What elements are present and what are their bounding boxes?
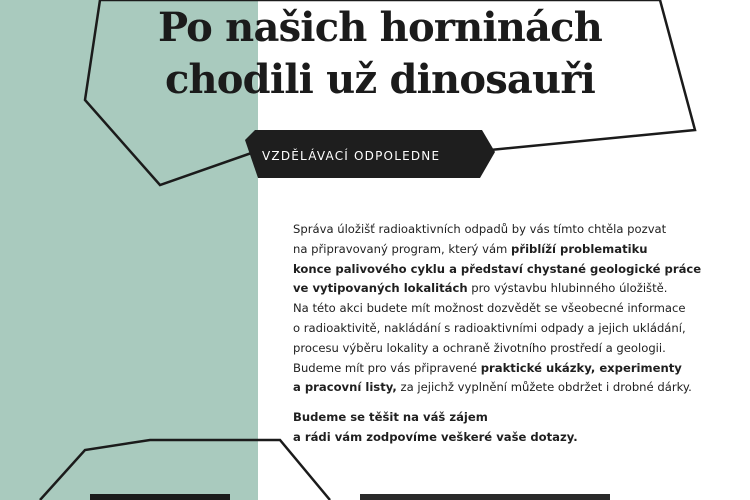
invitation-text	[293, 220, 733, 448]
closing-bold-segment: Budeme se těšit na váš zájem	[293, 410, 488, 425]
body-bold-segment: a pracovní listy,	[293, 380, 397, 395]
closing-line	[293, 428, 733, 448]
body-bold-segment: přiblíží problematiku	[511, 241, 648, 256]
body-line	[293, 220, 733, 240]
body-text-segment: o radioaktivitě, nakládání s radioaktivními odpady a jejich ukládání,	[293, 320, 686, 335]
body-text-segment: na připravovaný program, který vám	[293, 241, 512, 256]
closing-bold-segment: a rádi vám zodpovíme veškeré vaše dotazy.	[293, 429, 578, 444]
body-line	[293, 279, 733, 299]
bottom-cropped-element	[90, 494, 230, 500]
closing-line	[293, 408, 733, 428]
page-title	[100, 2, 660, 106]
title-line-2: chodili už dinosauři	[164, 56, 596, 103]
body-bold-segment: praktické ukázky, experimenty	[480, 360, 682, 375]
body-line	[293, 240, 733, 260]
title-line-1: Po našich horninách	[157, 4, 603, 51]
body-line	[293, 319, 733, 339]
body-line	[293, 378, 733, 398]
body-text-segment: pro výstavbu hlubinného úložiště.	[467, 281, 668, 296]
body-text-segment: za jejichž vyplnění můžete obdržet i drobné dárky.	[396, 380, 692, 395]
body-text-segment: Správa úložišť radioaktivních odpadů by vás tímto chtěla pozvat	[293, 222, 667, 236]
body-line	[293, 339, 733, 359]
body-line	[293, 359, 733, 379]
body-line	[293, 260, 733, 280]
body-line	[293, 299, 733, 319]
body-text-segment: Budeme mít pro vás připravené	[293, 360, 481, 375]
subtitle-tag: VZDĚLÁVACÍ ODPOLEDNE	[262, 149, 441, 163]
body-bold-segment: ve vytipovaných lokalitách	[293, 281, 468, 296]
body-bold-segment: konce palivového cyklu a představí chystané geologické práce	[293, 261, 702, 276]
body-text-segment: procesu výběru lokality a ochraně životního prostředí a geologii.	[293, 340, 666, 355]
bottom-cropped-text	[360, 494, 610, 500]
bottom-frame-outline	[40, 440, 330, 500]
body-text-segment: Na této akci budete mít možnost dozvědět se všeobecné informace	[293, 301, 686, 316]
